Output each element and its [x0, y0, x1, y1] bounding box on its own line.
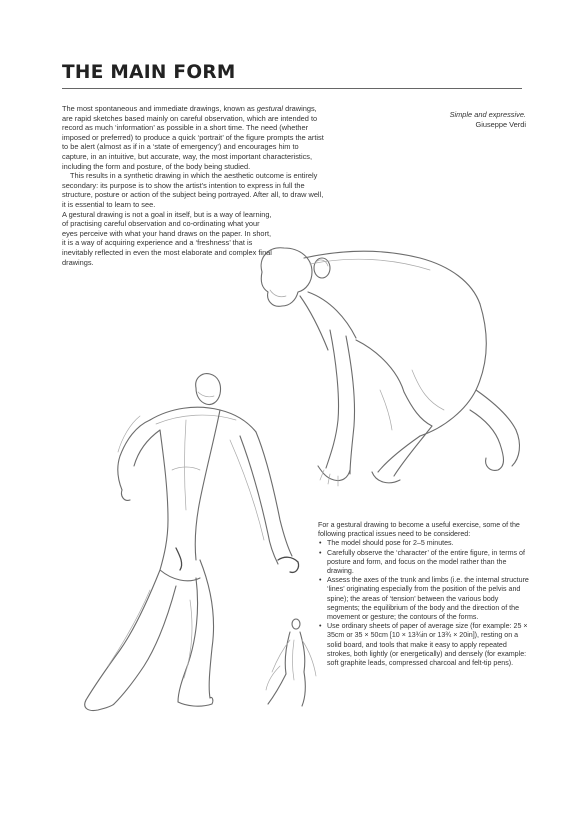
- page-title: THE MAIN FORM: [62, 62, 236, 83]
- quote-author: Giuseppe Verdi: [475, 119, 526, 129]
- list-item: • The model should pose for 2–5 minutes.: [318, 539, 530, 548]
- practical-intro: For a gestural drawing to become a useful exercise, some of the following practical issues need to be considered:: [318, 521, 520, 539]
- practical-issues: [318, 521, 530, 668]
- intro-paragraph-1: The most spontaneous and immediate drawings, known as gestural drawings, are rapid sketches based mainly on careful observation, which are intended to record as much ‘information’ as possible in a short time. The need (whether imposed or preferred) to produce a quick ‘portrait’ of the figure prompts the artist to be alert (almost as if in a ‘state of emergency’) and encourages him to capture, in an intuitive, but accurate, way, the most important characteristics, including the form and posture, of the body being studied.: [62, 104, 324, 171]
- quote-text: Simple and expressive.: [449, 110, 526, 119]
- intro-paragraph-3: A gestural drawing is not a goal in itself, but is a way of learning, of practising careful observation and co-ordinating what your eyes perceive with what your hand draws on the paper. In short, it is a way of acquiring experience and a ‘freshness’ that is inevitably reflected in even the most elaborate and complex final drawings.: [62, 209, 272, 267]
- practical-list: [318, 539, 530, 668]
- intro-paragraph-2: This results in a synthetic drawing in which the aesthetic outcome is entirely secondary: its purpose is to show the artist’s intention to express in full the structure, posture or action of the subject being portrayed. After all, to draw well, it is essential to learn to see.: [62, 171, 324, 209]
- list-item: • Carefully observe the ‘character’ of the entire figure, in terms of posture and form, and focus on the model rather than the drawing.: [318, 549, 530, 577]
- list-item: • Assess the axes of the trunk and limbs (i.e. the internal structure ‘lines’ originating especially from the position of the pelvis and spine); the areas of ‘tension’ between the various body segments; the equilibrium of the body and the direction of the movement or gesture; the contours of the forms.: [318, 576, 530, 622]
- list-item: • Use ordinary sheets of paper of average size (for example: 25 × 35cm or 35 × 50cm [10 × 13¾in or 13¾ × 20in]), resting on a solid board, and tools that make it easy to apply repeated strokes, both lightly (or energetically) and densely (for example: soft graphite leads, compressed charcoal and felt-tip pens).: [318, 622, 530, 668]
